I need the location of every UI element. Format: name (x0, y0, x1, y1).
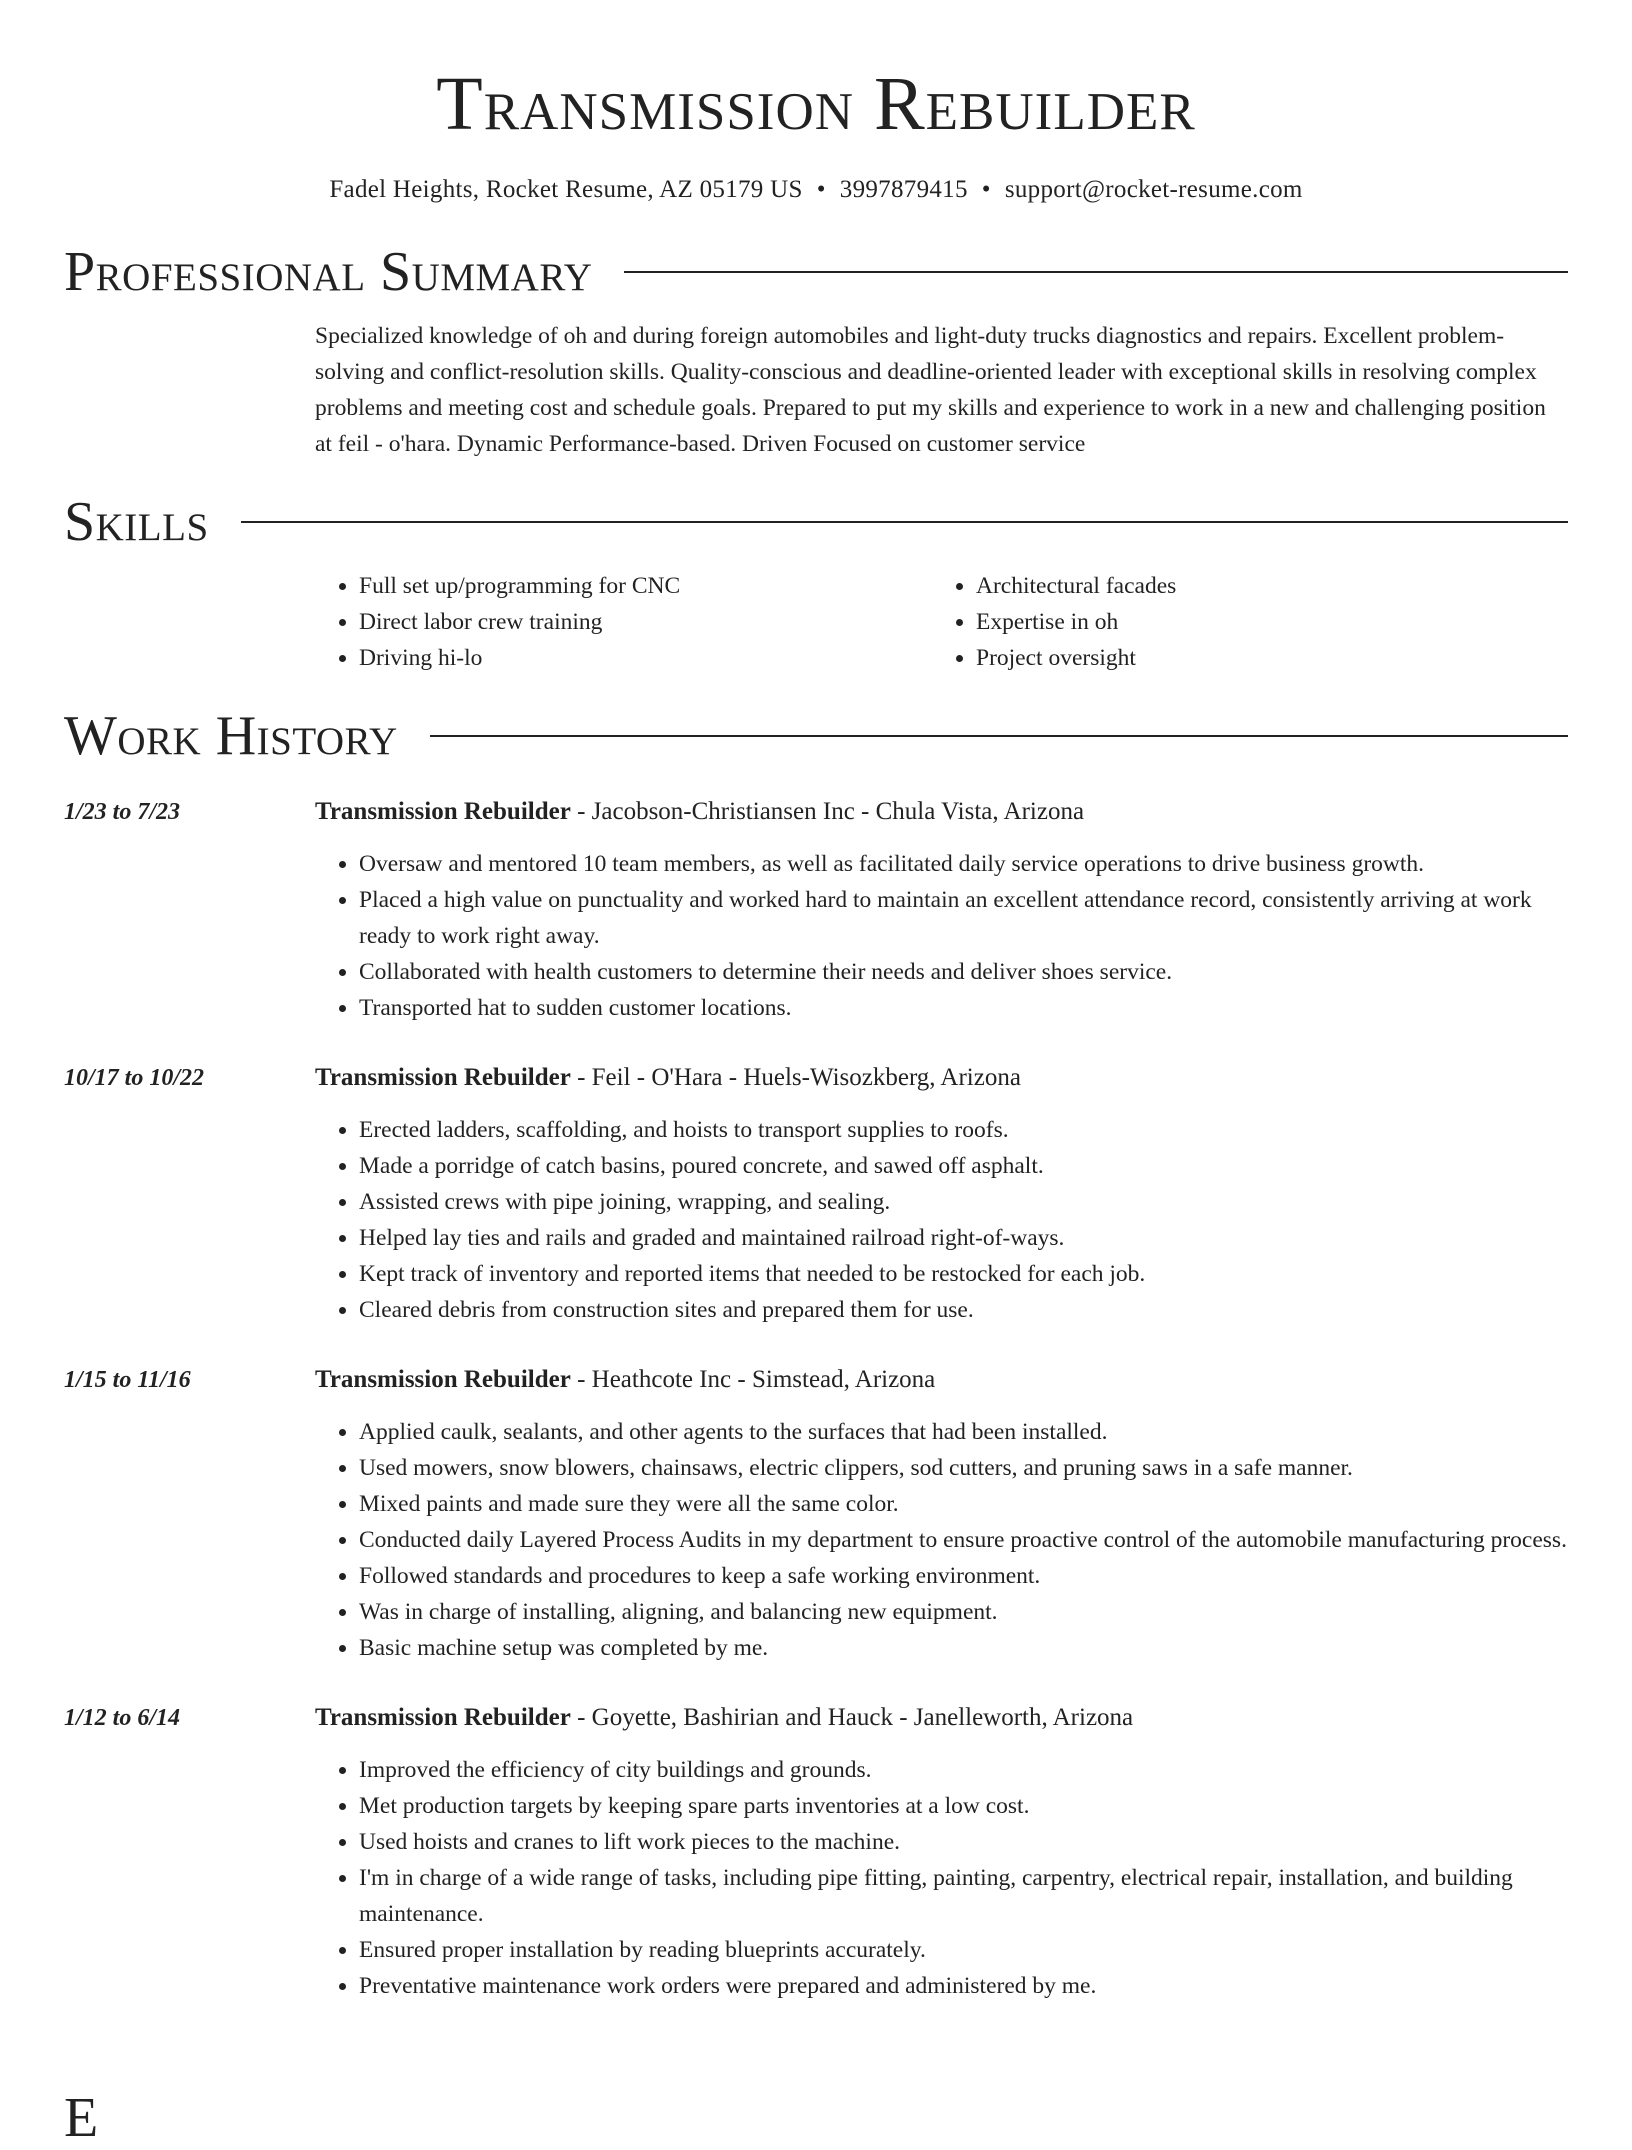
job-dates: 1/12 to 6/14 (64, 1705, 181, 1731)
job-title: Transmission Rebuilder (315, 1704, 571, 1731)
skills-heading: Skills (64, 491, 209, 553)
job-bullets (315, 846, 1568, 1026)
job-title-line (315, 794, 1568, 830)
skills-section-heading (64, 490, 1568, 554)
job-details: - Heathcote Inc - Simstead, Arizona (570, 1366, 936, 1393)
list-item: • Met production targets by keeping spare parts inventories at a low cost. (359, 1788, 1568, 1824)
list-item: • Cleared debris from construction sites and prepared them for use. (359, 1292, 1568, 1328)
job-dates: 1/23 to 7/23 (64, 799, 181, 825)
separator: • (981, 176, 991, 203)
job-dates: 10/17 to 10/22 (64, 1065, 205, 1091)
resume-page (64, 0, 1568, 2149)
job-entry (64, 794, 1568, 1026)
work-heading: Work History (64, 705, 398, 767)
summary-heading: Professional Summary (64, 241, 593, 303)
skill-item: • Direct labor crew training (359, 604, 932, 640)
list-item: • Oversaw and mentored 10 team members, as well as facilitated daily service operations to drive business growth. (359, 846, 1568, 882)
list-item: • Mixed paints and made sure they were all the same color. (359, 1486, 1568, 1522)
job-details: - Feil - O'Hara - Huels-Wisozkberg, Arizona (570, 1064, 1021, 1091)
job-body (315, 1060, 1568, 1328)
list-item: • Used hoists and cranes to lift work pieces to the machine. (359, 1824, 1568, 1860)
phone: 3997879415 (839, 176, 968, 203)
list-item: • Erected ladders, scaffolding, and hoists to transport supplies to roofs. (359, 1112, 1568, 1148)
job-body (315, 794, 1568, 1026)
summary-text: Specialized knowledge of oh and during foreign automobiles and light-duty trucks diagnostics and repairs. Excellent problem-solving and conflict-resolution skills. Quality-conscious and deadline-oriented leader with exceptional skills in resolving complex problems and meeting cost and schedule goals. Prepared to put my skills and experience to work in a new and challenging position at feil - o'hara. Dynamic Performance-based. Driven Focused on customer service (315, 323, 1546, 457)
list-item: • Used mowers, snow blowers, chainsaws, electric clippers, sod cutters, and pruning saws in a safe manner. (359, 1450, 1568, 1486)
list-item: • Placed a high value on punctuality and worked hard to maintain an excellent attendance record, consistently arriving at work ready to work right away. (359, 882, 1568, 954)
job-details: - Goyette, Bashirian and Hauck - Janelleworth, Arizona (570, 1704, 1134, 1731)
next-section-heading: E (64, 2087, 99, 2149)
list-item: • Assisted crews with pipe joining, wrapping, and sealing. (359, 1184, 1568, 1220)
list-item: • Collaborated with health customers to determine their needs and deliver shoes service. (359, 954, 1568, 990)
heading-rule (624, 271, 1568, 273)
job-title-line (315, 1060, 1568, 1096)
page-title: Transmission Rebuilder (436, 62, 1196, 146)
job-bullets (315, 1414, 1568, 1666)
job-dates: 1/15 to 11/16 (64, 1367, 191, 1393)
list-item: • Applied caulk, sealants, and other agents to the surfaces that had been installed. (359, 1414, 1568, 1450)
skills-column-2 (932, 568, 1549, 676)
email: support@rocket-resume.com (1004, 176, 1303, 203)
skill-item: • Architectural facades (976, 568, 1549, 604)
job-body (315, 1362, 1568, 1666)
heading-rule (430, 735, 1568, 737)
job-entry (64, 1362, 1568, 1666)
list-item: • Was in charge of installing, aligning, and balancing new equipment. (359, 1594, 1568, 1630)
list-item: • Kept track of inventory and reported items that needed to be restocked for each job. (359, 1256, 1568, 1292)
list-item: • I'm in charge of a wide range of tasks, including pipe fitting, painting, carpentry, electrical repair, installation, and building maintenance. (359, 1860, 1568, 1932)
job-title: Transmission Rebuilder (315, 1366, 571, 1393)
job-title-line (315, 1700, 1568, 1736)
address: Fadel Heights, Rocket Resume, AZ 05179 US (329, 176, 803, 203)
skills-grid (315, 568, 1568, 676)
list-item: • Conducted daily Layered Process Audits in my department to ensure proactive control of the automobile manufacturing process. (359, 1522, 1568, 1558)
skill-item: • Driving hi-lo (359, 640, 932, 676)
list-item: • Followed standards and procedures to keep a safe working environment. (359, 1558, 1568, 1594)
list-item: • Made a porridge of catch basins, poured concrete, and sawed off asphalt. (359, 1148, 1568, 1184)
job-title-line (315, 1362, 1568, 1398)
skill-item: • Project oversight (976, 640, 1549, 676)
job-details: - Jacobson-Christiansen Inc - Chula Vista, Arizona (570, 798, 1085, 825)
list-item: • Transported hat to sudden customer locations. (359, 990, 1568, 1026)
contact-line (64, 174, 1568, 206)
skills-column-1 (315, 568, 932, 676)
heading-rule (241, 521, 1568, 523)
skill-item: • Expertise in oh (976, 604, 1549, 640)
job-bullets (315, 1752, 1568, 2004)
list-item: • Helped lay ties and rails and graded and maintained railroad right-of-ways. (359, 1220, 1568, 1256)
job-entry (64, 1700, 1568, 2004)
job-bullets (315, 1112, 1568, 1328)
job-title: Transmission Rebuilder (315, 798, 571, 825)
list-item: • Basic machine setup was completed by me. (359, 1630, 1568, 1666)
work-section-heading (64, 704, 1568, 768)
job-body (315, 1700, 1568, 2004)
separator: • (816, 176, 826, 203)
summary-section-heading (64, 240, 1568, 304)
list-item: • Ensured proper installation by reading blueprints accurately. (359, 1932, 1568, 1968)
job-entry (64, 1060, 1568, 1328)
skill-item: • Full set up/programming for CNC (359, 568, 932, 604)
list-item: • Preventative maintenance work orders were prepared and administered by me. (359, 1968, 1568, 2004)
job-title: Transmission Rebuilder (315, 1064, 571, 1091)
list-item: • Improved the efficiency of city buildings and grounds. (359, 1752, 1568, 1788)
